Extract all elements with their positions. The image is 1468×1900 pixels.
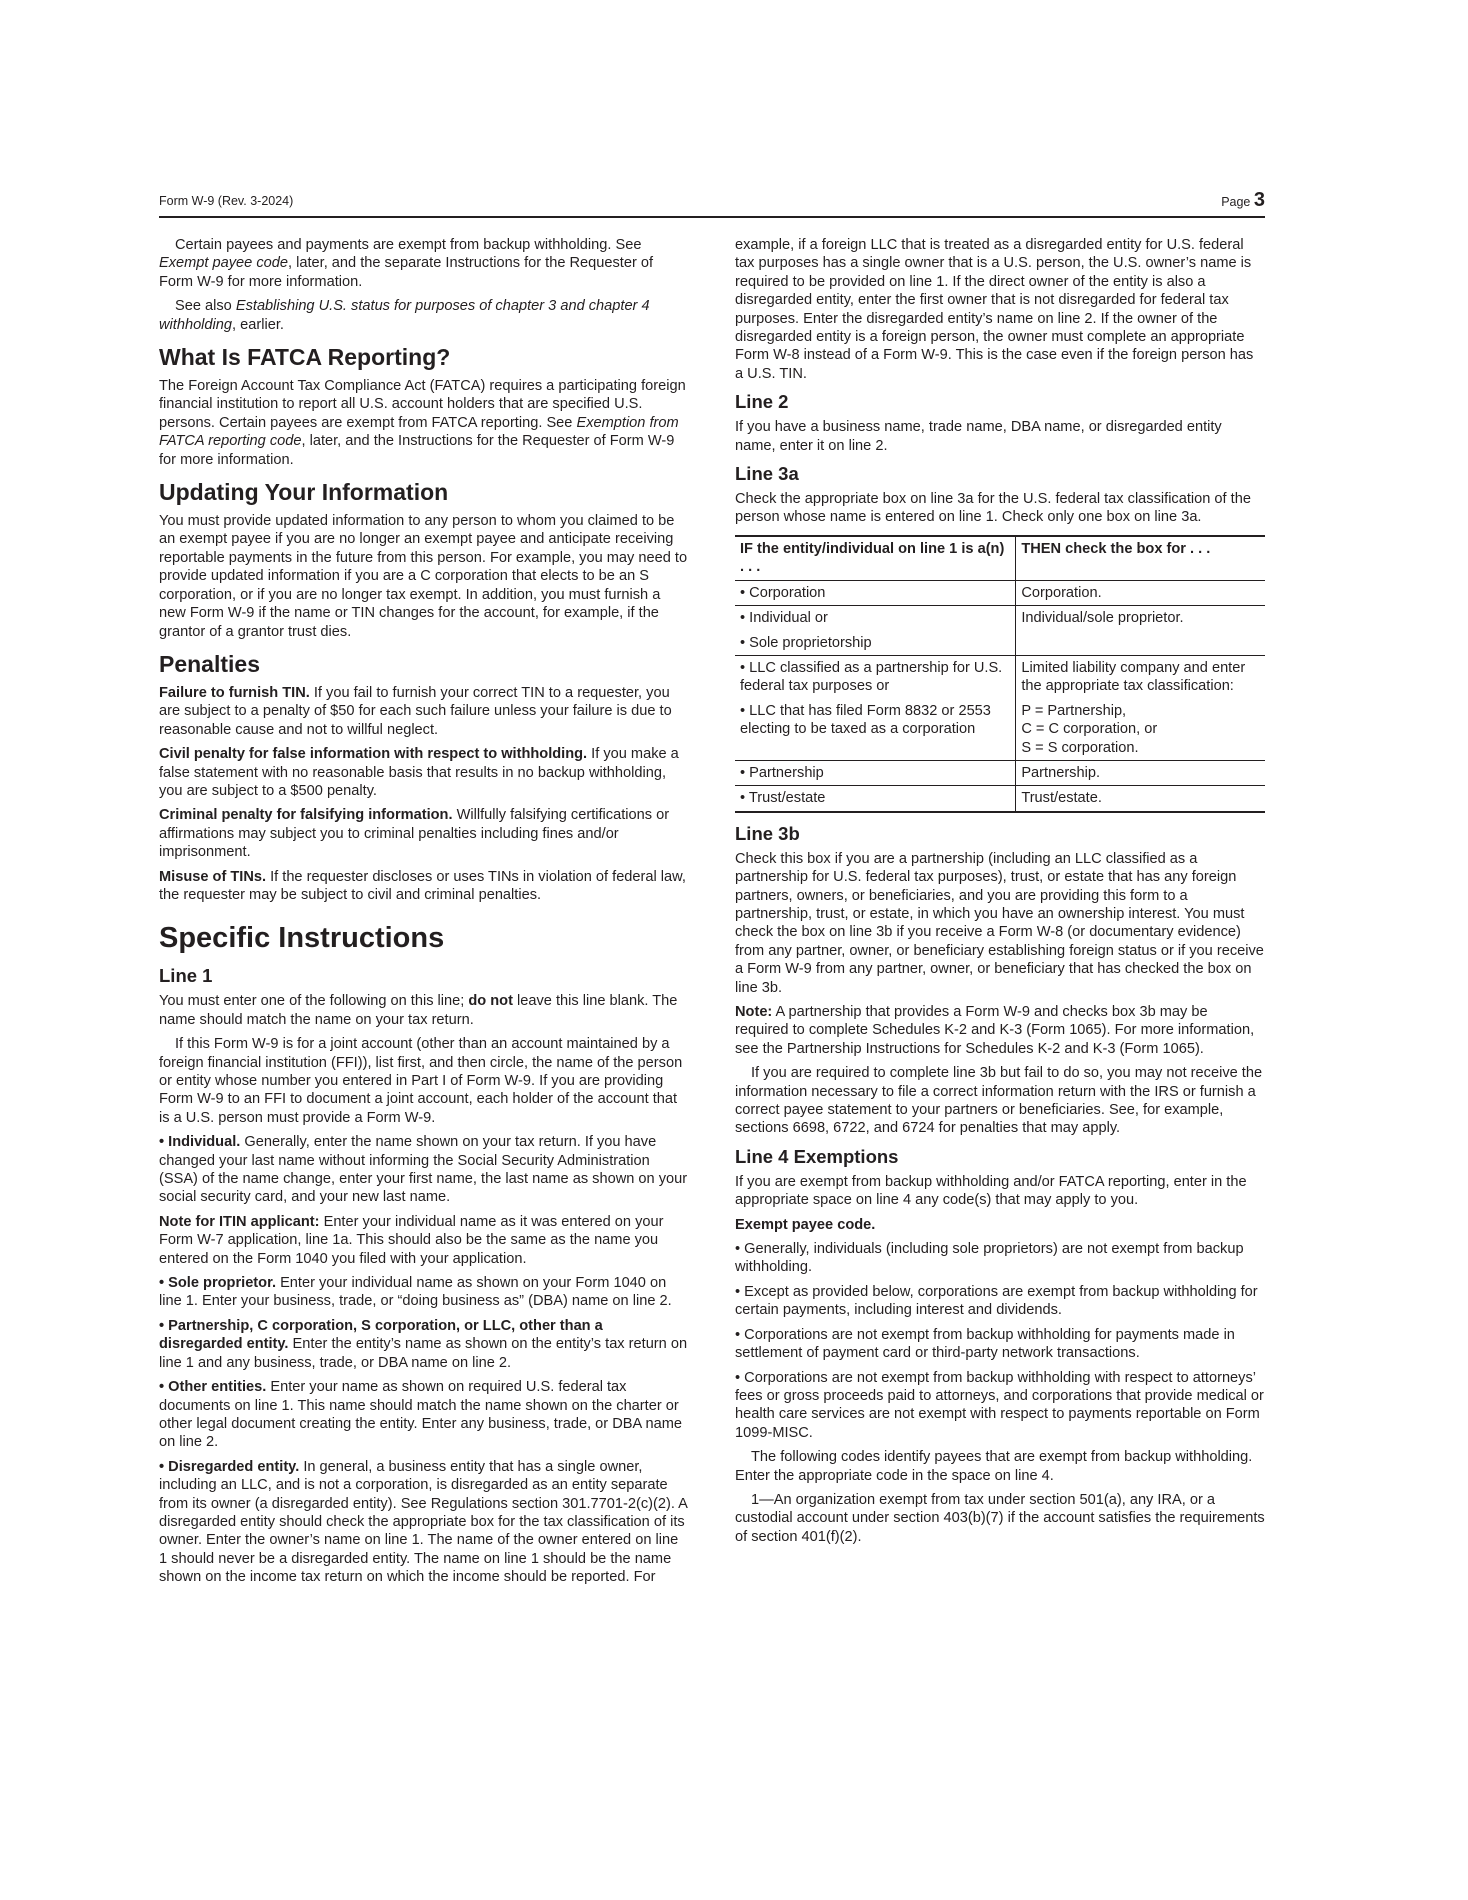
- line4-paragraph: If you are exempt from backup withholding and/or FATCA reporting, enter in the appropriate space on line 4 any code(s) that may apply to you.: [735, 1173, 1247, 1209]
- table-row: [735, 580, 1265, 605]
- penalty-failure-tin: Failure to furnish TIN. If you fail to furnish your correct TIN to a requester, you are subject to a penalty of $50 for each such failure unless your failure is due to reasonable cause and not to willful neglect.: [159, 684, 672, 738]
- penalty-misuse: Misuse of TINs. If the requester discloses or uses TINs in violation of federal law, the requester may be subject to civil and criminal penalties.: [159, 868, 686, 903]
- exempt-bullet: • Corporations are not exempt from backup withholding for payments made in settlement of payment card or third-party network transactions.: [735, 1326, 1235, 1362]
- table-cell: • Corporation: [735, 580, 1016, 605]
- table-cell: • Individual or • Sole proprietorship: [735, 606, 1016, 656]
- partnership-paragraph: • Partnership, C corporation, S corporation, or LLC, other than a disregarded entity. Enter the entity’s name as shown on the entity’s tax return on line 1 and any business, trade, or DBA name on line 2.: [159, 1317, 688, 1371]
- table-cell: Corporation.: [1016, 580, 1265, 605]
- joint-account-paragraph: If this Form W-9 is for a joint account (other than an account maintained by a foreign financial institution (FFI)), list first, and then circle, the name of the person or entity whose number you entered in Part I of Form W-9. If you are providing Form W-9 to an FFI to document a joint account, each holder of the account that is a U.S. person must provide a Form W-9.: [159, 1036, 683, 1126]
- right-column: [735, 236, 1265, 1552]
- classification-table: [735, 535, 1265, 813]
- line1-heading: Line 1: [159, 965, 213, 987]
- form-label: Form W-9 (Rev. 3-2024): [159, 194, 294, 208]
- codes-paragraph: The following codes identify payees that are exempt from backup withholding. Enter the appropriate code in the space on line 4.: [735, 1449, 1253, 1484]
- exempt-intro-paragraph: Certain payees and payments are exempt from backup withholding. See Exempt payee code, later, and the separate Instructions for the Requester of Form W-9 for more information.: [159, 237, 654, 290]
- table-cell: • Partnership: [735, 760, 1016, 785]
- line2-paragraph: If you have a business name, trade name, DBA name, or disregarded entity name, enter it on line 2.: [735, 419, 1222, 454]
- code-1-paragraph: 1—An organization exempt from tax under section 501(a), any IRA, or a custodial account under section 403(b)(7) if the account satisfies the requirements of section 401(f)(2).: [735, 1491, 1265, 1545]
- individual-paragraph: • Individual. Generally, enter the name shown on your tax return. If you have changed your last name without informing the Social Security Administration (SSA) of the name change, enter your first name, the last name as shown on your social security card, and your new last name.: [159, 1134, 688, 1206]
- fatca-paragraph: The Foreign Account Tax Compliance Act (FATCA) requires a participating foreign financial institution to report all U.S. account holders that are specified U.S. persons. Certain payees are exempt from FATCA reporting. See Exemption from FATCA reporting code, later, and the Instructions for the Requester of Form W-9 for more information.: [159, 378, 686, 468]
- line3b-note: Note: A partnership that provides a Form W-9 and checks box 3b may be required to complete Schedules K-2 and K-3 (Form 1065). For more information, see the Partnership Instructions for Schedules K-2 and K-3 (Form 1065).: [735, 1004, 1255, 1057]
- continued-paragraph: example, if a foreign LLC that is treated as a disregarded entity for U.S. federal tax purposes has a single owner that is a U.S. person, the U.S. owner’s name is required to be provided on line 1. If the direct owner of the entity is also a disregarded entity, enter the first owner that is not disregarded for federal tax purposes. Enter the disregarded entity’s name on line 2. If the owner of the disregarded entity is a foreign person, the owner must complete an appropriate Form W-8 instead of a Form W-9. This is the case even if the foreign person has a U.S. TIN.: [735, 237, 1254, 382]
- itin-paragraph: Note for ITIN applicant: Enter your individual name as it was entered on your Form W-7 application, line 1a. This should also be the same as the name you entered on the Form 1040 you filed with your application.: [159, 1213, 664, 1267]
- line2-heading: Line 2: [735, 391, 789, 413]
- table-cell: Limited liability company and enter the appropriate tax classification: P = Partnership, C = C corporation, or S = S corporation.: [1016, 655, 1265, 760]
- table-header-if: IF the entity/individual on line 1 is a(n) . . .: [735, 536, 1016, 580]
- fatca-heading: What Is FATCA Reporting?: [159, 344, 451, 371]
- line3b-paragraph-2: If you are required to complete line 3b but fail to do so, you may not receive the information necessary to file a correct information return with the IRS or furnish a correct payee statement to your partners or beneficiaries. See, for example, sections 6698, 6722, and 6724 for penalties that may apply.: [735, 1065, 1263, 1137]
- line1-paragraph: You must enter one of the following on this line; do not leave this line blank. The name should match the name on your tax return.: [159, 993, 678, 1028]
- penalties-heading: Penalties: [159, 650, 260, 677]
- line3a-paragraph: Check the appropriate box on line 3a for the U.S. federal tax classification of the person whose name is entered on line 1. Check only one box on line 3a.: [735, 491, 1251, 526]
- penalty-civil: Civil penalty for false information with respect to withholding. If you make a false statement with no reasonable basis that results in no backup withholding, you are subject to a $500 penalty.: [159, 746, 679, 799]
- table-row: [735, 760, 1265, 785]
- sole-proprietor-paragraph: • Sole proprietor. Enter your individual name as shown on your Form 1040 on line 1. Enter your business, trade, or “doing business as” (DBA) name on line 2.: [159, 1275, 672, 1310]
- table-row: [735, 606, 1265, 656]
- table-header-row: [735, 536, 1265, 580]
- exempt-bullet: • Corporations are not exempt from backup withholding with respect to attorneys’ fees or gross proceeds paid to attorneys, and corporations that provide medical or health care services are not exempt with respect to payments reportable on Form 1099-MISC.: [735, 1369, 1264, 1441]
- updating-heading: Updating Your Information: [159, 479, 449, 506]
- exempt-bullet: • Generally, individuals (including sole proprietors) are not exempt from backup withholding.: [735, 1241, 1244, 1276]
- penalty-criminal: Criminal penalty for falsifying information. Willfully falsifying certifications or affirmations may subject you to criminal penalties including fines and/or imprisonment.: [159, 807, 670, 861]
- page-indicator: [1221, 189, 1265, 212]
- table-header-then: THEN check the box for . . .: [1016, 536, 1265, 580]
- specific-instructions-heading: Specific Instructions: [159, 922, 445, 955]
- see-also-paragraph: See also Establishing U.S. status for purposes of chapter 3 and chapter 4 withholding, earlier.: [159, 298, 650, 333]
- table-cell: Individual/sole proprietor.: [1016, 606, 1265, 656]
- page-word: Page: [1221, 195, 1251, 209]
- line4-heading: Line 4 Exemptions: [735, 1145, 899, 1167]
- table-cell: • LLC classified as a partnership for U.S. federal tax purposes or • LLC that has filed Form 8832 or 2553 electing to be taxed as a corporation: [735, 655, 1016, 760]
- table-cell: Trust/estate.: [1016, 786, 1265, 812]
- line3a-heading: Line 3a: [735, 463, 799, 485]
- line3b-heading: Line 3b: [735, 822, 800, 844]
- other-entities-paragraph: • Other entities. Enter your name as shown on required U.S. federal tax documents on line 1. This name should match the name shown on the charter or other legal document creating the entity. Enter any business, trade, or DBA name on line 2.: [159, 1379, 682, 1451]
- updating-paragraph: You must provide updated information to any person to whom you claimed to be an exempt payee if you are no longer an exempt payee and anticipate receiving reportable payments in the future from this person. For example, you may need to provide updated information if you are a C corporation that elects to be an S corporation, or if you are no longer tax exempt. In addition, you must furnish a new Form W-9 if the name or TIN changes for the account, for example, if the grantor of a grantor trust dies.: [159, 513, 688, 640]
- page-header: [159, 189, 1265, 218]
- left-column: [159, 236, 689, 1593]
- table-row: [735, 786, 1265, 812]
- page-number: 3: [1253, 189, 1265, 211]
- table-row: [735, 655, 1265, 760]
- disregarded-entity-paragraph: • Disregarded entity. In general, a business entity that has a single owner, including an LLC, and is not a corporation, is disregarded as an entity separate from its owner (a disregarded entity). See Regulations section 301.7701-2(c)(2). A disregarded entity should check the appropriate box for the tax classification of its owner. Enter the owner’s name on line 1. The name of the owner entered on line 1 should never be a disregarded entity. The name on line 1 should be the name shown on the income tax return on which the income should be reported. For: [159, 1458, 688, 1586]
- line3b-paragraph: Check this box if you are a partnership (including an LLC classified as a partnership for U.S. federal tax purposes), trust, or estate that has any foreign partners, owners, or beneficiaries, and you are providing this form to a partnership, trust, or estate, in which you have an ownership interest. You must check the box on line 3b if you receive a Form W-8 (or documentary evidence) from any partner, owner, or beneficiary establishing foreign status or if you receive a Form W-9 from any partner, owner, or beneficiary that has checked the box on line 3b.: [735, 850, 1264, 996]
- exempt-bullet: • Except as provided below, corporations are exempt from backup withholding for certain payments, including interest and dividends.: [735, 1283, 1258, 1319]
- exempt-payee-code-heading: Exempt payee code.: [735, 1216, 876, 1233]
- table-cell: Partnership.: [1016, 760, 1265, 785]
- table-cell: • Trust/estate: [735, 786, 1016, 812]
